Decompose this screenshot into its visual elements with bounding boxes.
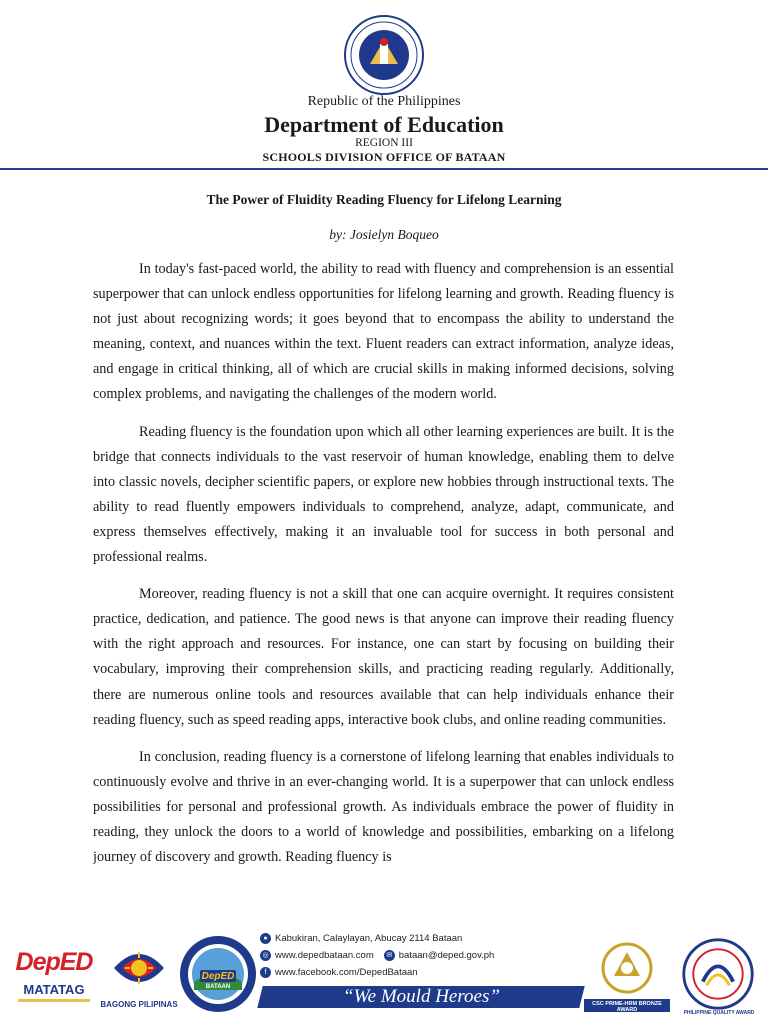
republic-line: Republic of the Philippines [307, 94, 461, 109]
article-byline: by: Josielyn Boqueo [329, 227, 439, 242]
location-icon: ● [260, 933, 271, 944]
bagong-pilipinas-logo [104, 938, 174, 998]
division-line: SCHOOLS DIVISION OFFICE OF BATAAN [262, 150, 506, 164]
motto-banner: “We Mould Heroes” [257, 986, 584, 1008]
paragraph-2: Reading fluency is the foundation upon which all other learning experiences are built. It is the bridge that connects individuals to the vast reservoir of human knowledge, enabling them to delve into classic novels, decipher scientific papers, or explore new hobbies through instructional texts. The ability to read fluently empowers individuals to comprehend, analyze, adapt, communicate, and express themselves effectively, making it an invaluable tool for success in both personal and professional realms. [93, 423, 674, 566]
facebook-icon: f [260, 967, 271, 978]
contact-website [260, 950, 494, 961]
globe-icon: ◎ [260, 950, 271, 961]
matatag-stripe [18, 999, 90, 1002]
email-icon: ✉ [384, 950, 395, 961]
facebook-link[interactable]: www.facebook.com/DepedBataan [275, 967, 418, 978]
sdo-seal-sub: BATAAN [205, 984, 231, 990]
deped-seal-logo [326, 14, 442, 96]
pqa-award-logo [680, 936, 756, 1012]
website-link[interactable]: www.depedbataan.com [275, 950, 374, 961]
region-line: REGION III [355, 137, 413, 149]
paragraph-4: In conclusion, reading fluency is a cornerstone of lifelong learning that enables individuals to continuously evolve and thrive in an ever-changing world. It is a superpower that can unlock endless possibilities for personal and professional growth. As individuals embrace the power of fluidity in reading, they unlock the doors to a world of knowledge and possibilities, embarking on a lifelong journey of discovery and growth. Reading fluency is [93, 748, 674, 866]
header-divider [0, 168, 768, 170]
matatag-label: MATATAG [23, 982, 85, 997]
contact-facebook [260, 967, 418, 978]
sdo-seal-label: DepED [201, 971, 235, 982]
article-title: The Power of Fluidity Reading Fluency for Lifelong Learning [206, 192, 562, 207]
article-body [93, 257, 674, 917]
department-title: Department of Education [264, 112, 504, 137]
bagong-pilipinas-label: BAGONG PILIPINAS [100, 1000, 178, 1009]
paragraph-3: Moreover, reading fluency is not a skill that one can acquire overnight. It requires consistent practice, dedication, and patience. The good news is that anyone can improve their reading fluency with the right approach and resources. For instance, one can start by focusing on building their vocabulary, improving their comprehension skills, and practicing reading regularly. Additionally, there are numerous online tools and resources available that can help individuals enhance their reading fluency, such as speed reading apps, interactive book clubs, and online reading communities. [93, 586, 674, 728]
pqa-award-label: PHILIPPINE QUALITY AWARD [683, 1010, 755, 1016]
csc-award-logo [592, 940, 662, 1000]
paragraph-1: In today's fast-paced world, the ability to read with fluency and comprehension is an essential superpower that can unlock endless opportunities for lifelong learning and growth. Reading fluency is not just about recognizing words; it goes beyond that to encompass the ability to understand the meaning, context, and nuances within the text. Fluent readers can extract information, analyze ideas, and engage in critical thinking, all of which are crucial skills in making informed decisions, solving complex problems, and navigating the challenges of the modern world. [93, 261, 674, 403]
csc-award-label: CSC PRIME-HRM BRONZE AWARD [592, 1001, 662, 1013]
deped-logo-text: DepED [15, 948, 93, 976]
contact-address: ● Kabukiran, Calaylayan, Abucay 2114 Bataan [260, 933, 462, 944]
email-link[interactable]: bataan@deped.gov.ph [398, 950, 495, 961]
